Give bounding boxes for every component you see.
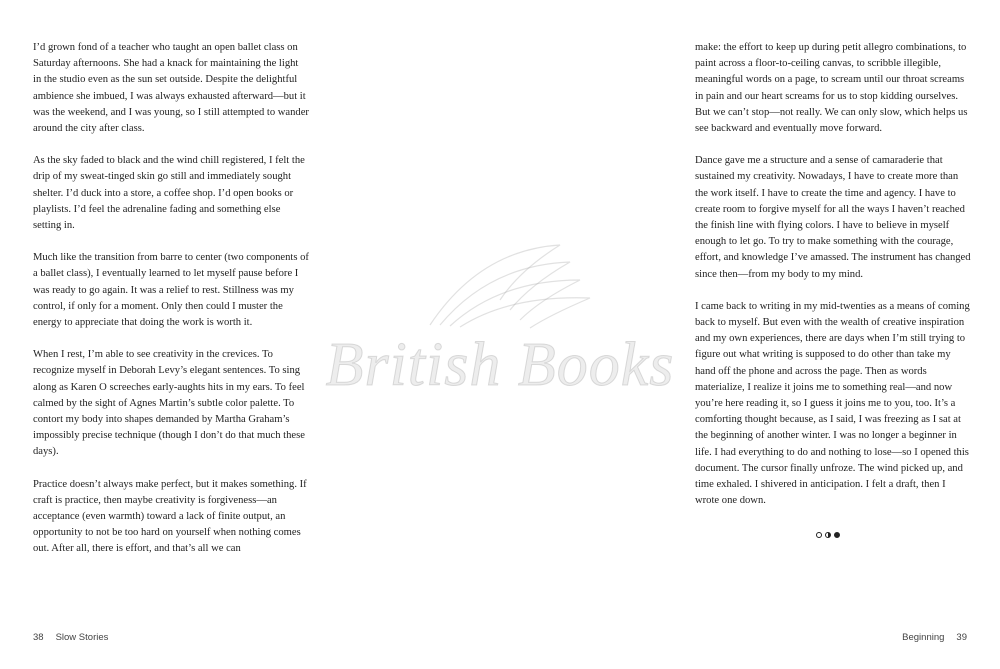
- paragraph: Dance gave me a structure and a sense of camaraderie that sustained my creativity. Nowadays, I have to create more than the work itself. I have to create the time and agency. I have to create room to forgive myself for all the ways I haven’t reached the finish line with flying colors. I have to believe in myself enough to let go. To try to make something with the courage, effort, and knowledge I’ve amassed. The instrument has changed since then—from my body to my mind.: [695, 155, 971, 280]
- right-text-column: [695, 40, 971, 525]
- paragraph: Practice doesn’t always make perfect, but it makes something. If craft is practice, then maybe creativity is forgiveness—an acceptance (even warmth) toward a lack of finite output, an opportunity to not be too hard on yourself when nothing comes out. After all, there is effort, and that’s all we can: [33, 478, 307, 555]
- paragraph: Much like the transition from barre to center (two components of a ballet class), I eventually learned to let myself pause before I was ready to go again. It was a relief to rest. Stillness was my control, if only for a moment. Only then could I muster the energy to appreciate that doing the work is worth it.: [33, 252, 309, 329]
- watermark-text: British Books: [325, 331, 675, 399]
- page-number: 39: [956, 632, 967, 643]
- right-footer: [902, 632, 967, 643]
- full-circle-icon: [834, 532, 840, 538]
- right-page: [500, 0, 1000, 669]
- running-head: Beginning: [902, 632, 945, 643]
- left-footer: [33, 632, 108, 643]
- paragraph: I came back to writing in my mid-twenties as a means of coming back to myself. But even with the wealth of creative inspiration and my own experiences, there are days when I’m still trying to figure out what writing is supposed to do other than take my hand off the phone and across the page. Then as words materialize, I realize it joins me to something real—and now you’re here reading it, so I guess it joins me to you, too. It’s a comforting thought because, as I said, I was freezing as I sat at the beginning of another winter. I was no longer a beginner in life. I had everything to do and nothing to lose—so I opened this document. The cursor finally unfroze. The wind picked up, and time exhaled. I shivered in anticipation. I felt a draft, then I wrote one down.: [695, 300, 970, 507]
- paragraph: When I rest, I’m able to see creativity in the crevices. To recognize myself in Deborah Levy’s elegant sentences. To sing along as Karen O screeches early-aughts hits in my ears. To feel calmed by the sight of Agnes Martin’s subtle color palette. To contort my body into shapes demanded by Martha Graham’s impossibly precise technique (though I don’t do that much these days).: [33, 349, 305, 458]
- paragraph: make: the effort to keep up during petit allegro combinations, to paint across a floor-to-ceiling canvas, to scribble illegible, meaningful words on a page, to scream until our throat screams in pain and our heart screams for us to stop kidding ourselves. But we can’t stop—not really. We can only slow, which helps us see backward and eventually move forward.: [695, 42, 968, 135]
- empty-circle-icon: [816, 532, 822, 538]
- left-text-column: [33, 40, 309, 574]
- half-circle-icon: [825, 532, 831, 538]
- paragraph: As the sky faded to black and the wind chill registered, I felt the drip of my sweat-tinged skin go still and immediately sought shelter. I’d duck into a store, a coffee shop. I’d open books or playlists. I’d feel the adrenaline fading and something else setting in.: [33, 155, 305, 232]
- moon-phase-dots-icon: [816, 532, 840, 538]
- running-head: Slow Stories: [55, 632, 109, 643]
- paragraph: I’d grown fond of a teacher who taught an open ballet class on Saturday afternoons. She had a knack for maintaining the light in the studio even as the sun set outside. Despite the delightful ambience she imbued, I was always exhausted afterward—but it was the weekend, and I was young, so I still attempted to wander around the city after class.: [33, 42, 309, 135]
- page-number: 38: [33, 632, 44, 643]
